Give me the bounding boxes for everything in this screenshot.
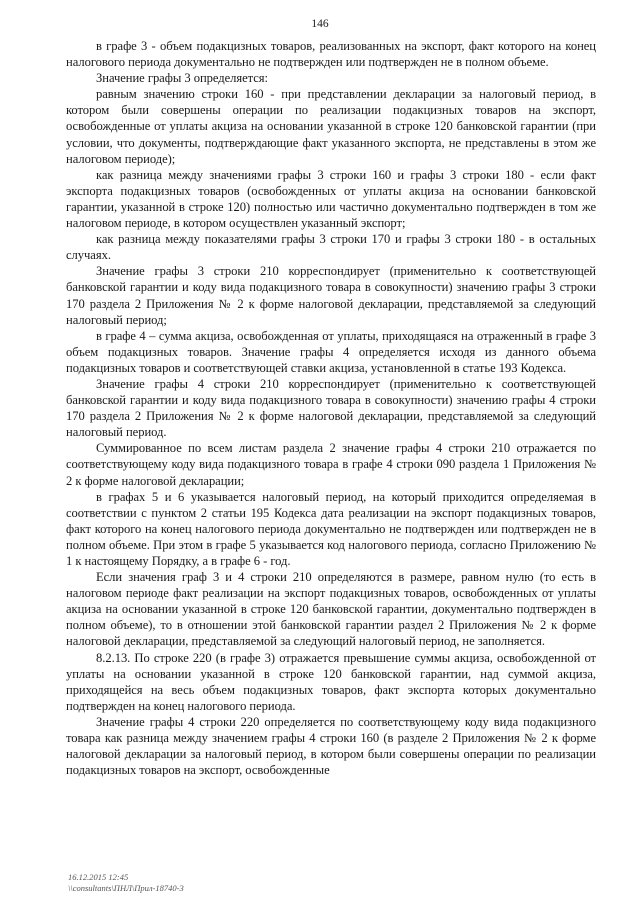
paragraph: 8.2.13. По строке 220 (в графе 3) отражается превышение суммы акциза, освобожденной от уплаты на основании указанной в строке 120 банковской гарантии, над суммой акциза, приходящейся на весь объем подакцизных товаров, факт экспорта которых документально подтвержден на конец налогового периода. bbox=[66, 650, 596, 713]
paragraph: равным значению строки 160 - при представлении декларации за налоговый период, в котором были совершены операции по реализации подакцизных товаров на экспорт, освобожденные от уплаты акциза на основании указанной в строке 120 банковской гарантии (при условии, что документы, подтверждающие факт указанного экспорта, не представлены в этом же налоговом периоде); bbox=[66, 87, 596, 166]
paragraph: Значение графы 4 строки 220 определяется по соответствующему коду вида подакцизного товара как разница между значением графы 4 строки 160 (в разделе 2 Приложения № 2 к форме налоговой декларации за налоговый период, в котором были совершены операции по реализации подакцизных товаров на экспорт, освобожденные bbox=[66, 714, 596, 778]
paragraph: Значение графы 3 строки 210 корреспондирует (применительно к соответствующей банковской гарантии и коду вида подакцизного товара в совокупности) значению графы 3 строки 170 раздела 2 Приложения № 2 к форме налоговой декларации, представляемой за следующий налоговый период; bbox=[66, 264, 596, 327]
footer-stamp bbox=[68, 872, 184, 894]
paragraph: Значение графы 3 определяется: bbox=[96, 71, 269, 86]
paragraph: в графе 4 – сумма акциза, освобожденная от уплаты, приходящаяся на отраженный в графе 3 объем подакцизных товаров. Значение графы 4 определяется исходя из данного объема подакцизных товаров и соответствующей ставки акциза, установленной в статье 193 Кодекса. bbox=[66, 328, 596, 375]
footer-timestamp: 16.12.2015 12:45 bbox=[68, 872, 129, 882]
paragraph: в графах 5 и 6 указывается налоговый период, на который приходится определяемая в соответствии с пунктом 2 статьи 195 Кодекса дата реализации на экспорт подакцизных товаров, факт которого на конец налогового периода документально не подтвержден или подтвержден не в полном объеме. При этом в графе 5 указывается код налогового периода, согласно Приложению № 1 к настоящему Порядку, а в графе 6 - год. bbox=[66, 489, 596, 568]
paragraph: Суммированное по всем листам раздела 2 значение графы 4 строки 210 отражается по соответствующему коду вида подакцизного товара в графе 4 строки 090 раздела 1 Приложения № 2 к форме налоговой декларации; bbox=[66, 441, 596, 488]
paragraph: как разница между значениями графы 3 строки 160 и графы 3 строки 180 - если факт экспорта подакцизных товаров (освобожденных от уплаты акциза на основании банковской гарантии, указанной в строке 120) полностью или частично документально подтвержден в том же налоговом периоде, в котором осуществлен указанный экспорт; bbox=[66, 167, 596, 231]
paragraph: Значение графы 4 строки 210 корреспондирует (применительно к соответствующей банковской гарантии и коду вида подакцизного товара в совокупности) значению графы 4 строки 170 раздела 2 Приложения № 2 к форме налоговой декларации, представляемой за следующий налоговый период. bbox=[66, 376, 596, 440]
document-body bbox=[66, 38, 596, 778]
footer-file-ref: \\consultants\ПНЛ\Прил-18740-3 bbox=[68, 883, 184, 893]
paragraph: Если значения граф 3 и 4 строки 210 определяются в размере, равном нулю (то есть в налоговом периоде факт реализации на экспорт подакцизных товаров, освобожденных от уплаты акциза на основании указанной в строке 120 банковской гарантии, документально подтвержден в полном объеме), то в отношении этой банковской гарантии раздел 2 Приложения № 2 к форме налоговой декларации, представляемой за следующий налоговый период, не заполняется. bbox=[66, 570, 596, 649]
paragraph: как разница между показателями графы 3 строки 170 и графы 3 строки 180 - в остальных случаях. bbox=[66, 232, 596, 263]
page-number: 146 bbox=[311, 18, 329, 30]
paragraph: в графе 3 - объем подакцизных товаров, реализованных на экспорт, факт которого на конец налогового периода документально не подтвержден или подтвержден не в полном объеме. bbox=[66, 39, 596, 70]
